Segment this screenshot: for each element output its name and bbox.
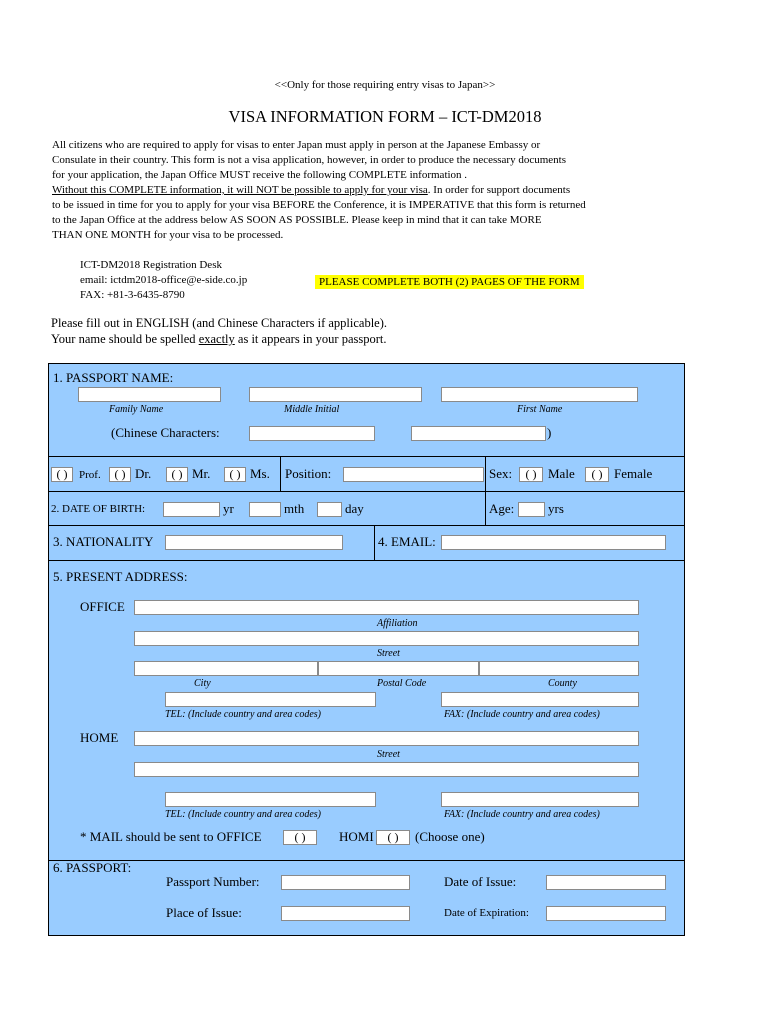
male-label: Male <box>548 466 575 481</box>
place-of-issue-label: Place of Issue: <box>166 905 242 920</box>
intro-line-7: THAN ONE MONTH for your visa to be processed. <box>52 229 284 241</box>
prof-checkbox[interactable]: ( ) <box>51 467 73 482</box>
dr-checkbox[interactable]: ( ) <box>109 467 131 482</box>
divider <box>49 525 684 526</box>
mail-home-label: HOMI <box>339 829 374 844</box>
middle-initial-field[interactable] <box>249 387 422 402</box>
issue-date-label: Date of Issue: <box>444 874 517 889</box>
intro-line-6: to the Japan Office at the address below AS SOON AS POSSIBLE. Please keep in mind that it can take MORE <box>52 214 542 226</box>
ms-label: Ms. <box>250 466 270 481</box>
family-name-field[interactable] <box>78 387 221 402</box>
intro-line-2: Consulate in their country. This form is not a visa application, however, in order to produce the necessary documents <box>52 154 566 166</box>
ms-checkbox[interactable]: ( ) <box>224 467 246 482</box>
home-street-field[interactable] <box>134 731 639 746</box>
form-title: VISA INFORMATION FORM – ICT-DM2018 <box>228 107 542 126</box>
home-fax-field[interactable] <box>441 792 639 807</box>
contact-desk: ICT-DM2018 Registration Desk <box>80 259 222 271</box>
dob-label: 2. DATE OF BIRTH: <box>51 503 146 515</box>
mail-office-checkbox[interactable]: ( ) <box>283 830 317 845</box>
affiliation-field[interactable] <box>134 600 639 615</box>
years-label: yrs <box>548 501 564 516</box>
home-street-field-2[interactable] <box>134 762 639 777</box>
age-field[interactable] <box>518 502 545 517</box>
birth-day-field[interactable] <box>317 502 342 517</box>
expiration-date-field[interactable] <box>546 906 666 921</box>
divider <box>49 860 684 861</box>
complete-notice-text: PLEASE COMPLETE BOTH (2) PAGES OF THE FORM <box>315 275 584 289</box>
mail-home-checkbox[interactable]: ( ) <box>376 830 410 845</box>
home-fax-caption: FAX: (Include country and area codes) <box>444 809 600 820</box>
email-field[interactable] <box>441 535 666 550</box>
contact-fax: FAX: +81-3-6435-8790 <box>80 289 185 301</box>
family-name-caption: Family Name <box>109 404 164 415</box>
female-label: Female <box>614 466 653 481</box>
nationality-field[interactable] <box>165 535 343 550</box>
issue-date-field[interactable] <box>546 875 666 890</box>
office-tel-caption: TEL: (Include country and area codes) <box>165 709 321 720</box>
office-fax-field[interactable] <box>441 692 639 707</box>
chinese-characters-close: ) <box>547 425 552 440</box>
intro-line-3: for your application, the Japan Office MUST receive the following COMPLETE information . <box>52 169 468 181</box>
first-name-field[interactable] <box>441 387 638 402</box>
home-street-caption: Street <box>377 749 400 760</box>
divider <box>49 491 684 492</box>
first-name-caption: First Name <box>517 404 563 415</box>
passport-heading: 6. PASSPORT: <box>53 860 132 875</box>
postal-code-field[interactable] <box>318 661 479 676</box>
email-label: 4. EMAIL: <box>378 534 436 549</box>
chinese-characters-label: (Chinese Characters: <box>111 425 220 440</box>
divider <box>49 456 684 457</box>
divider <box>49 560 684 561</box>
expiration-date-label: Date of Expiration: <box>444 907 529 919</box>
intro-line-5: to be issued in time for you to apply for your visa BEFORE the Conference, it is IMPERATIVE that this form is returned <box>52 199 586 211</box>
office-fax-caption: FAX: (Include country and area codes) <box>444 709 600 720</box>
intro-line-1: All citizens who are required to apply for visas to enter Japan must apply in person at the Japanese Embassy or <box>52 139 541 151</box>
choose-one-label: (Choose one) <box>415 829 485 844</box>
instruction-text-b: as it appears in your passport. <box>234 332 387 346</box>
visa-form <box>48 363 685 936</box>
complete-notice <box>315 272 584 290</box>
contact-email: email: ictdm2018-office@e-side.co.jp <box>80 274 248 286</box>
mail-destination-label: * MAIL should be sent to OFFICE <box>80 829 262 844</box>
affiliation-caption: Affiliation <box>377 618 418 629</box>
position-label: Position: <box>285 466 332 481</box>
dr-label: Dr. <box>135 466 152 481</box>
month-label: mth <box>284 501 305 516</box>
office-label: OFFICE <box>80 599 125 614</box>
city-caption: City <box>194 678 211 689</box>
office-tel-field[interactable] <box>165 692 376 707</box>
year-label: yr <box>223 501 234 516</box>
passport-name-heading: 1. PASSPORT NAME: <box>53 370 174 385</box>
birth-month-field[interactable] <box>249 502 281 517</box>
chinese-characters-field-2[interactable] <box>411 426 546 441</box>
divider <box>280 457 281 491</box>
home-tel-field[interactable] <box>165 792 376 807</box>
city-field[interactable] <box>134 661 318 676</box>
female-checkbox[interactable]: ( ) <box>585 467 609 482</box>
intro-line-4 <box>52 183 570 198</box>
male-checkbox[interactable]: ( ) <box>519 467 543 482</box>
office-street-field[interactable] <box>134 631 639 646</box>
mr-checkbox[interactable]: ( ) <box>166 467 188 482</box>
office-street-caption: Street <box>377 648 400 659</box>
place-of-issue-field[interactable] <box>281 906 410 921</box>
passport-number-field[interactable] <box>281 875 410 890</box>
middle-initial-caption: Middle Initial <box>284 404 340 415</box>
instruction-text-a: Your name should be spelled <box>51 332 199 346</box>
age-label: Age: <box>489 501 515 516</box>
chinese-characters-field-1[interactable] <box>249 426 375 441</box>
county-caption: County <box>548 678 577 689</box>
nationality-label: 3. NATIONALITY <box>53 534 154 549</box>
intro-line-4-rest: . In order for support documents <box>427 184 571 196</box>
top-note: <<Only for those requiring entry visas to Japan>> <box>274 79 496 91</box>
sex-label: Sex: <box>489 466 513 481</box>
address-heading: 5. PRESENT ADDRESS: <box>53 569 188 584</box>
prof-label: Prof. <box>79 469 101 481</box>
instruction-exactly: exactly <box>198 332 235 346</box>
passport-number-label: Passport Number: <box>166 874 260 889</box>
mr-label: Mr. <box>192 466 211 481</box>
home-tel-caption: TEL: (Include country and area codes) <box>165 809 321 820</box>
instruction-line-1: Please fill out in ENGLISH (and Chinese Characters if applicable). <box>51 316 388 330</box>
instruction-line-2 <box>51 332 386 347</box>
birth-year-field[interactable] <box>163 502 220 517</box>
county-field[interactable] <box>479 661 639 676</box>
divider <box>374 526 375 560</box>
position-field[interactable] <box>343 467 484 482</box>
home-label: HOME <box>80 730 119 745</box>
postal-code-caption: Postal Code <box>377 678 427 689</box>
day-label: day <box>345 501 364 516</box>
intro-warning: Without this COMPLETE information, it will NOT be possible to apply for your visa <box>52 184 428 196</box>
